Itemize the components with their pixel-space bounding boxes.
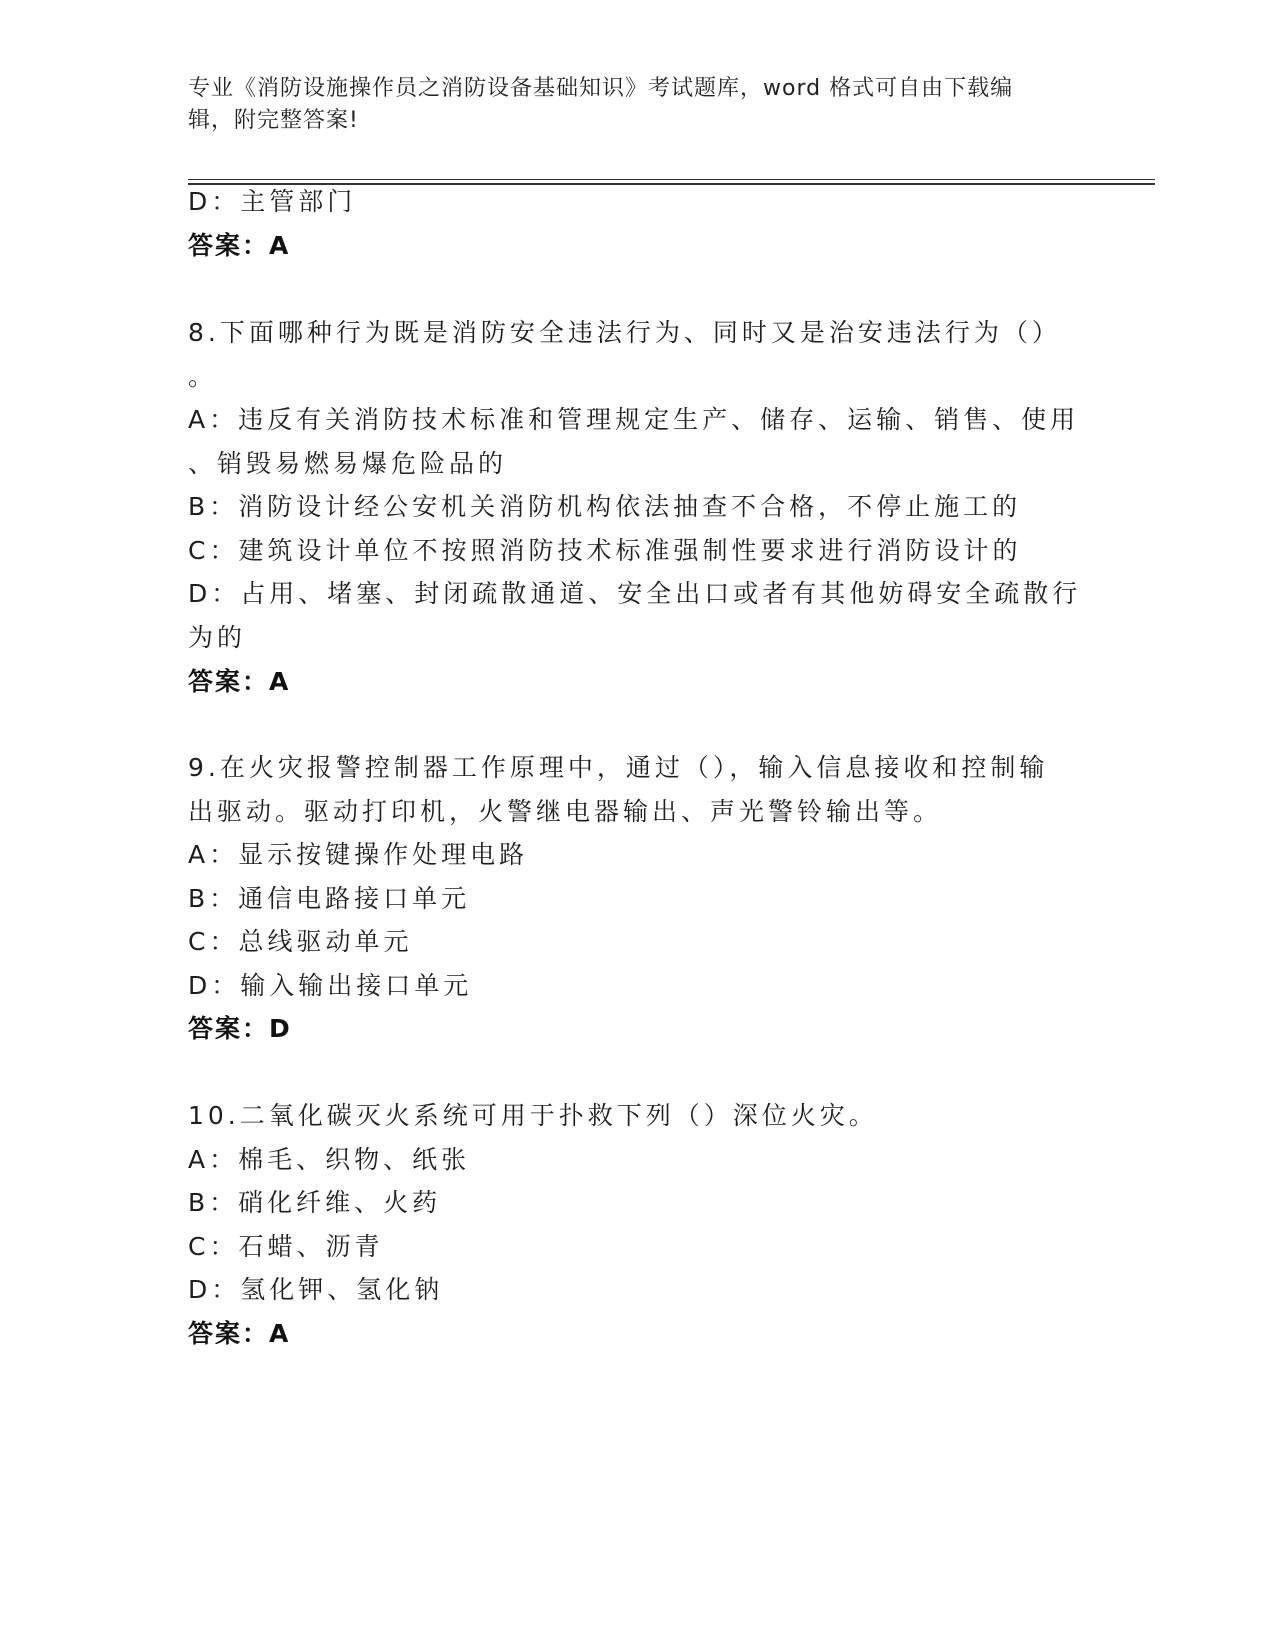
header-line-2: 辑，附完整答案! bbox=[188, 108, 359, 133]
prev-question-option-d: D：主管部门 bbox=[188, 187, 357, 216]
q10-option-b: B：硝化纤维、火药 bbox=[188, 1188, 442, 1217]
q8-stem-line-2: 。 bbox=[188, 362, 218, 391]
q8-option-b: B：消防设计经公安机关消防机构依法抽查不合格，不停止施工的 bbox=[188, 492, 1022, 521]
q8-option-a-line-1: A：违反有关消防技术标准和管理规定生产、储存、运输、销售、使用 bbox=[188, 405, 1080, 434]
q8-stem-line-1: 8.下面哪种行为既是消防安全违法行为、同时又是治安违法行为（） bbox=[188, 318, 1061, 347]
q9-option-d: D：输入输出接口单元 bbox=[188, 971, 473, 1000]
q10-option-a: A：棉毛、织物、纸张 bbox=[188, 1145, 471, 1174]
q8-answer: 答案：A bbox=[188, 667, 291, 696]
prev-question-answer: 答案：A bbox=[188, 231, 291, 260]
q9-option-a: A：显示按键操作处理电路 bbox=[188, 840, 529, 869]
q9-option-c: C：总线驱动单元 bbox=[188, 927, 413, 956]
q8-option-c: C：建筑设计单位不按照消防技术标准强制性要求进行消防设计的 bbox=[188, 536, 1022, 565]
q9-stem-line-2: 出驱动。驱动打印机，火警继电器输出、声光警铃输出等。 bbox=[188, 797, 943, 826]
q9-answer: 答案：D bbox=[188, 1014, 292, 1043]
q10-option-c: C：石蜡、沥青 bbox=[188, 1232, 384, 1261]
q8-option-a-line-2: 、销毁易燃易爆危险品的 bbox=[188, 449, 508, 478]
q9-stem-line-1: 9.在火灾报警控制器工作原理中，通过（），输入信息接收和控制输 bbox=[188, 753, 1049, 782]
q9-option-b: B：通信电路接口单元 bbox=[188, 884, 471, 913]
q8-option-d-line-2: 为的 bbox=[188, 623, 247, 652]
header-divider-thin bbox=[188, 179, 1155, 180]
q10-stem: 10.二氧化碳灭火系统可用于扑救下列（）深位火灾。 bbox=[188, 1101, 878, 1130]
q10-option-d: D：氢化钾、氢化钠 bbox=[188, 1275, 444, 1304]
header-line-1: 专业《消防设施操作员之消防设备基础知识》考试题库，word 格式可自由下载编 bbox=[188, 76, 1014, 101]
document-header bbox=[188, 73, 1068, 137]
q10-answer: 答案：A bbox=[188, 1319, 291, 1348]
q8-option-d-line-1: D：占用、堵塞、封闭疏散通道、安全出口或者有其他妨碍安全疏散行 bbox=[188, 579, 1082, 608]
